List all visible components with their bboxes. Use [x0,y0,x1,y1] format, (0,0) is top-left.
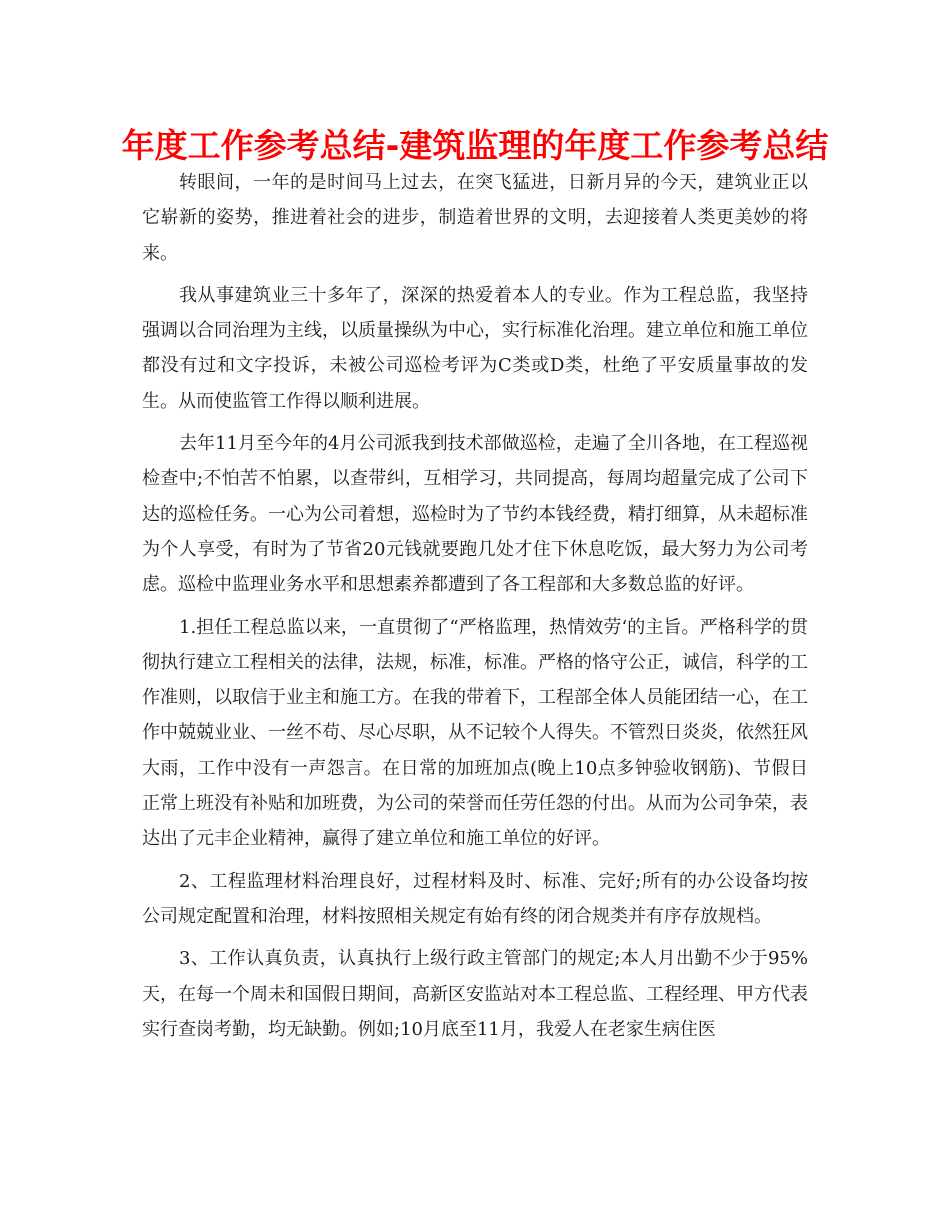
document-body [142,165,808,1054]
paragraph-5: 2、工程监理材料治理良好，过程材料及时、标准、完好;所有的办公设备均按公司规定配置和治理，材料按照相关规定有始有终的闭合规类并有序存放规档。 [142,870,808,927]
document-title: 年度工作参考总结-建筑监理的年度工作参考总结 [121,126,829,165]
paragraph-6: 3、工作认真负责，认真执行上级行政主管部门的规定;本人月出勤不少于95%天，在每一个周未和国假日期间，高新区安监站对本工程总监、工程经理、甲方代表实行查岗考勤，均无缺勤。例如;10月底至11月，我爱人在老家生病住医 [142,948,808,1040]
paragraph-2: 我从事建筑业三十多年了，深深的热爱着本人的专业。作为工程总监，我坚持强调以合同治理为主线，以质量操纵为中心，实行标准化治理。建立单位和施工单位都没有过和文字投诉，未被公司巡检考评为C类或D类，杜绝了平安质量事故的发生。从而使监管工作得以顺利进展。 [142,284,808,412]
paragraph-3: 去年11月至今年的4月公司派我到技术部做巡检，走遍了全川各地，在工程巡视检查中;不怕苦不怕累，以查带纠，互相学习，共同提高，每周均超量完成了公司下达的巡检任务。一心为公司着想，巡检时为了节约本钱经费，精打细算，从未超标准为个人享受，有时为了节省20元钱就要跑几处才住下休息吃饭，最大努力为公司考虑。巡检中监理业务水平和思想素养都遭到了各工程部和大多数总监的好评。 [142,433,808,596]
paragraph-4: 1.担任工程总监以来，一直贯彻了“严格监理，热情效劳‘的主旨。严格科学的贯彻执行建立工程相关的法律，法规，标准，标准。严格的恪守公正，诚信，科学的工作准则，以取信于业主和施工方。在我的带着下，工程部全体人员能团结一心，在工作中兢兢业业、一丝不苟、尽心尽职，从不记较个人得失。不管烈日炎炎，依然狂风大雨，工作中没有一声怨言。在日常的加班加点(晚上10点多钟验收钢筋)、节假日正常上班没有补贴和加班费，为公司的荣誉而任劳任怨的付出。从而为公司争荣，表达出了元丰企业精神，赢得了建立单位和施工单位的好评。 [142,616,808,850]
paragraph-1: 转眼间，一年的是时间马上过去，在突飞猛进，日新月异的今天，建筑业正以它崭新的姿势，推进着社会的进步，制造着世界的文明，去迎接着人类更美妙的将来。 [142,172,808,264]
